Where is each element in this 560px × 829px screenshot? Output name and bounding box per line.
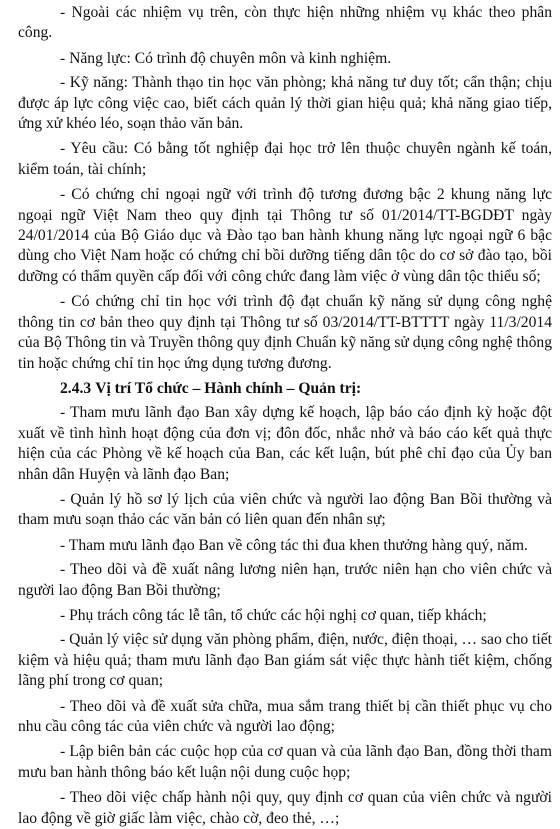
- paragraph: - Có chứng chỉ ngoại ngữ với trình độ tương đương bậc 2 khung năng lực ngoại ngữ Việt Nam theo quy định tại Thông tư số 01/2014/TT-BGDĐT ngày 24/01/2014 của Bộ Giáo dục và Đào tạo ban hành khung năng lực ngoại ngữ 6 bậc dùng cho Việt Nam hoặc có chứng chỉ bồi dưỡng tiếng dân tộc do cơ sở đào tạo, bồi dưỡng có thẩm quyền cấp đối với công chức đang làm việc ở vùng dân tộc thiểu số;: [18, 186, 552, 285]
- paragraph: - Quản lý việc sử dụng văn phòng phẩm, điện, nước, điện thoại, … sao cho tiết kiệm và hiệu quả; tham mưu lãnh đạo Ban giám sát việc thực hành tiết kiệm, chống lãng phí trong cơ quan;: [18, 631, 552, 690]
- paragraph: - Ngoài các nhiệm vụ trên, còn thực hiện những nhiệm vụ khác theo phân công.: [18, 4, 552, 42]
- paragraph: - Theo dõi và đề xuất sửa chữa, mua sắm trang thiết bị cần thiết phục vụ cho nhu cầu công tác của viên chức và người lao động;: [18, 697, 552, 735]
- paragraph: - Lập biên bản các cuộc họp của cơ quan và của lãnh đạo Ban, đồng thời tham mưu ban hành thông báo kết luận nội dung cuộc họp;: [18, 743, 552, 781]
- paragraph: - Theo dõi việc chấp hành nội quy, quy định cơ quan của viên chức và người lao động về giờ giấc làm việc, chào cờ, đeo thẻ, …;: [18, 789, 552, 827]
- paragraph: - Có chứng chỉ tin học với trình độ đạt chuẩn kỹ năng sử dụng công nghệ thông tin cơ bản theo quy định tại Thông tư số 03/2014/TT-BTTTT ngày 11/3/2014 của Bộ Thông tin và Truyền thông quy định Chuẩn kỹ năng sử dụng công nghệ thông tin hoặc chứng chỉ tin học ứng dụng tương đương.: [18, 293, 552, 372]
- section-heading: [18, 379, 552, 399]
- paragraph: - Phụ trách công tác lễ tân, tổ chức các hội nghị cơ quan, tiếp khách;: [60, 606, 487, 624]
- section-title: Vị trí Tổ chức – Hành chính – Quản trị:: [95, 379, 362, 397]
- paragraph: - Tham mưu lãnh đạo Ban về công tác thi đua khen thưởng hàng quý, năm.: [60, 536, 528, 554]
- section-number: 2.4.3: [60, 379, 92, 397]
- paragraph: - Quản lý hồ sơ lý lịch của viên chức và người lao động Ban Bồi thường và tham mưu soạn thảo các văn bản có liên quan đến nhân sự;: [18, 490, 552, 529]
- paragraph: - Yêu cầu: Có bằng tốt nghiệp đại học trở lên thuộc chuyên ngành kế toán, kiểm toán, tài chính;: [18, 140, 552, 178]
- paragraph: - Tham mưu lãnh đạo Ban xây dựng kế hoạch, lập báo cáo định kỳ hoặc đột xuất về tình hình hoạt động của đơn vị; đôn đốc, nhắc nhở và báo cáo kết quả thực hiện của các Phòng về kế hoạch của Ban, các kết luận, bút phê chỉ đạo của Ủy ban nhân dân Huyện và lãnh đạo Ban;: [18, 404, 552, 483]
- paragraph: - Theo dõi và đề xuất nâng lương niên hạn, trước niên hạn cho viên chức và người lao động Ban Bồi thường;: [18, 561, 552, 599]
- paragraph: - Kỹ năng: Thành thạo tin học văn phòng; khả năng tư duy tốt; cẩn thận; chịu được áp lực công việc cao, biết cách quản lý thời gian hiệu quả; khả năng giao tiếp, ứng xử khéo léo, soạn thảo văn bản.: [18, 74, 552, 133]
- paragraph: - Năng lực: Có trình độ chuyên môn và kinh nghiệm.: [60, 49, 392, 67]
